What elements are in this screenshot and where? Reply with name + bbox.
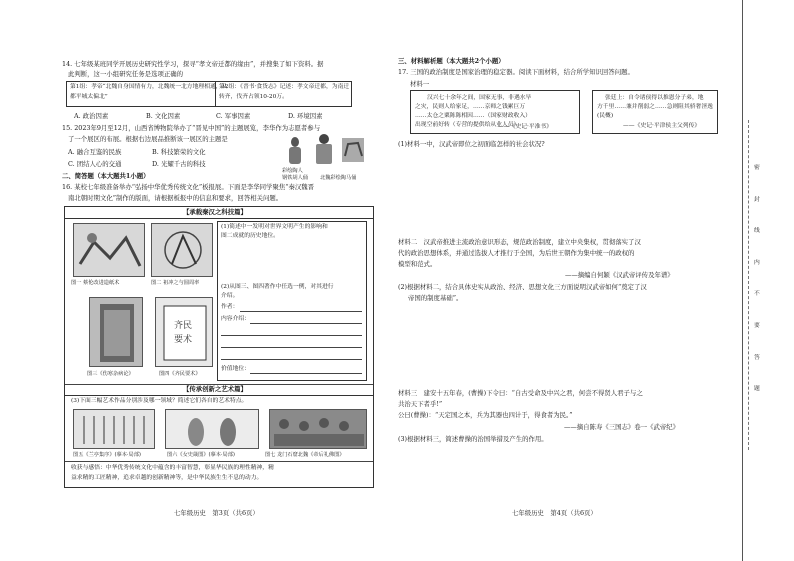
q16-part2-line1: (2)从图三、图四著作中任选一例，对其进行 [221, 284, 334, 290]
material-2-line1: 材料二 汉武帝推进主流政治意识形态，规范政治制度，建立中央集权，贯彻落实了汉 [398, 238, 641, 246]
q16-stem-line2: 南北朝时期文化”制作的版面，请根据板报中的信息和要求，回答相关问题。 [68, 194, 283, 202]
figure-4-caption: 图四《齐民要术》 [159, 371, 201, 377]
q14-source-table [66, 81, 352, 107]
q15-option-b: B. 科技繁荣的文化 [152, 148, 206, 156]
q16-part2-line2: 介绍。 [221, 293, 239, 299]
exhibit-caption-3: 北魏彩绘陶马俑 [320, 175, 357, 181]
seal-margin-border [742, 0, 743, 561]
q14-option-b: B. 文化因素 [146, 112, 181, 120]
field-author-line[interactable] [240, 311, 362, 312]
panel-science-title: 【承载秦汉之科技篇】 [183, 208, 247, 216]
material-3-line2: 共治天下者乎!” [398, 400, 443, 408]
field-value-label: 价值地位： [221, 366, 250, 372]
seal-char: 不 [754, 291, 760, 298]
material-1a-box [410, 90, 580, 134]
artwork-7-caption: 图七 龙门石窟北魏《帝后礼佛图》 [265, 452, 345, 458]
q17-stem: 17. 三国的政治制度是国家治理的稳定器。阅读下面材料，结合所学知识回答问题。 [398, 68, 634, 76]
figure-1-photo [73, 223, 145, 277]
svg-text:齐民: 齐民 [174, 321, 193, 331]
figure-2-caption: 图二 祖冲之与圆周率 [151, 280, 200, 286]
exhibit-figure-3 [340, 134, 366, 166]
q17-part1: (1)材料一中，汉武帝即位之初面临怎样的社会状况? [398, 140, 545, 148]
artwork-7-photo [269, 409, 367, 449]
field-intro-line-1[interactable] [250, 323, 362, 324]
material-3-line1: 材料三 建安十五年春，(曹操)下令曰：“自古受命及中兴之君，何尝不得贤人君子与之 [398, 389, 643, 397]
field-intro-line-4[interactable] [221, 359, 362, 360]
material-1a-source: ——《史记·平准书》 [498, 124, 553, 130]
q17-part2-line1: (2)根据材料二，结合具体史实从政治、经济、思想文化三方面说明汉武帝如何“奠定了汉 [398, 283, 647, 291]
material-1a-line1: 汉兴七十余年之间，国家无事，非遇水旱 [427, 95, 532, 101]
q14-stem-line2: 此判断，这一小组研究任务是选项正确的 [68, 70, 184, 78]
summary-line1: 收获与感悟：中华优秀传统文化中蕴含的丰富智慧，彰显华民族的理性精神，精 [71, 465, 274, 471]
material-2-line2: 代的政治思想体系，并通过选拔人才推行于全国，为后世王朝作为集中统一的政权的 [398, 249, 635, 257]
seal-char: 密 [754, 165, 760, 171]
summary-line2: 益求精的工匠精神，追求卓越的创新精神等，是中华民族生生不息的动力。 [71, 475, 263, 481]
panel-art-title: 【传承创新之艺术篇】 [183, 385, 247, 393]
material-1b-line3: (民概) [597, 113, 614, 119]
q14-source-group2b: 转齐，伐齐占领10-20万。 [219, 94, 288, 100]
figurine-icon [312, 133, 336, 166]
exhibit-figure-2 [312, 133, 336, 166]
exhibit-caption-1: 彩绘陶人 [282, 168, 303, 174]
answer-box-q1-q2 [217, 221, 367, 381]
field-value-line[interactable] [250, 373, 362, 374]
seal-char: 答 [754, 354, 760, 361]
q14-option-d: D. 环境因素 [288, 112, 323, 120]
field-intro-label: 内容介绍： [221, 316, 250, 322]
q15-stem-line1: 15. 2023年9月至12月，山西省博物院举办了“晋见中国”的主题展览，李华作为志愿者参与 [62, 124, 321, 132]
q14-source-group1: 第1组：孝帝“北魏自身国情有力，北魏统一北方地理相通，从 [70, 84, 228, 90]
section-3-title: 三、材料解析题（本大题共2个小题） [398, 57, 505, 65]
figure-3-photo [89, 297, 143, 367]
q14-source-group1b: 都平城太偏北” [70, 94, 108, 100]
figure-3-caption: 图三《伤寒杂病论》 [87, 371, 134, 377]
field-intro-line-2[interactable] [221, 335, 362, 336]
q15-option-d: D. 光耀千古的科技 [152, 160, 206, 168]
material-1-label: 材料一 [410, 80, 430, 88]
seal-char: 线 [754, 228, 760, 235]
material-1b-source: ——《史记·平津侯主父列传》 [623, 123, 701, 129]
material-1a-line3: ……太仓之粟陈陈相因……（国家财政收入） [415, 113, 531, 119]
q15-stem-line2: 了一个展区的布展。根据右边展品推断该一展区的主题是 [68, 135, 228, 143]
artwork-5-caption: 图五《兰亭集序》(摹本·局部) [73, 452, 141, 458]
left-page-footer: 七年级历史 第3页（共6页） [174, 509, 259, 517]
material-1b-line1: 张廷上：自令诸侯得以推恩分子弟，地 [605, 95, 704, 101]
seal-margin-text [754, 165, 764, 394]
right-page-footer: 七年级历史 第4页（共6页） [512, 509, 597, 517]
material-2-line3: 模型和范式。 [398, 260, 437, 268]
q16-part3: (3)下面三幅艺术作品分别涉及哪一领域？简述它们各自的艺术特点。 [71, 398, 248, 404]
pottery-figure-icon [284, 136, 306, 166]
q15-option-a: A. 融合互鉴的民族 [68, 148, 122, 156]
field-intro-line-3[interactable] [221, 347, 362, 348]
seal-char: 要 [754, 322, 760, 329]
figure-2-photo [151, 223, 213, 277]
q15-option-c: C. 团结人心的交通 [68, 160, 122, 168]
material-1a-line2: 之灾，民则人给家足，……京师之钱累巨万 [415, 104, 526, 110]
figure-1-caption: 图一 蔡伦改进造纸术 [71, 280, 120, 286]
material-1b-line2: 方千里……兼并削弱之……急则阻其骄奢淫逸 [597, 104, 713, 110]
material-2-source: ——摘编自何颖《汉武帝评传及年谱》 [565, 271, 674, 279]
q14-stem-line1: 14. 七年级某班同学开展历史研究性学习，探寻“孝文帝迁都的缘由”，并搜集了如下资料。据 [62, 60, 324, 68]
seal-char: 封 [754, 196, 760, 203]
horse-figure-icon [340, 134, 366, 166]
board-panel [64, 206, 374, 488]
exhibit-caption-2: 钢铁胡人俑 [282, 175, 308, 181]
q14-source-group2: 第2组：《晋书·食货志》记述：孝文帝迁都，为南迁 [219, 84, 350, 90]
material-3-source: ——摘自陈寿《三国志》卷一《武帝纪》 [564, 423, 680, 431]
seal-margin-dashed [748, 120, 749, 450]
artwork-6-photo [165, 409, 259, 449]
artwork-6-caption: 图六《女史箴图》(摹本·局部) [167, 452, 235, 458]
q16-part1-line2: 图二成就的历史地位。 [221, 233, 279, 239]
q16-part1-line1: (1)简述中一发明对世界文明产生的影响和 [221, 224, 328, 230]
field-author-label: 作者： [221, 304, 239, 310]
material-1b-box [592, 90, 718, 134]
svg-text:要术: 要术 [174, 335, 193, 345]
figure-4-photo [155, 297, 213, 367]
q17-part2-line2: 帝国的制度基础”。 [408, 294, 463, 302]
q14-option-c: C. 军事因素 [216, 112, 251, 120]
artwork-5-photo [73, 409, 155, 449]
seal-char: 题 [754, 386, 760, 393]
q14-option-a: A. 政治因素 [74, 112, 109, 120]
section-2-title: 二、简答题（本大题共1小题） [62, 172, 150, 180]
material-3-line3: 公曰(曹操)：“天定国之本，兵为其器也四计于，得食者为民。” [398, 411, 573, 419]
q16-stem-line1: 16. 某校七年级准备举办“弘扬中华优秀传统文化”板报展。下面是李华同学聚焦“秦汉魏晋 [62, 183, 315, 191]
exhibit-figure-1 [284, 136, 306, 166]
material-1a-line4: 出现空前好转（专营的提供给从业人员） [415, 122, 520, 128]
q17-part3: (3)根据材料三，简述曹操的治国举措及产生的作用。 [398, 435, 548, 443]
seal-char: 内 [754, 259, 760, 266]
